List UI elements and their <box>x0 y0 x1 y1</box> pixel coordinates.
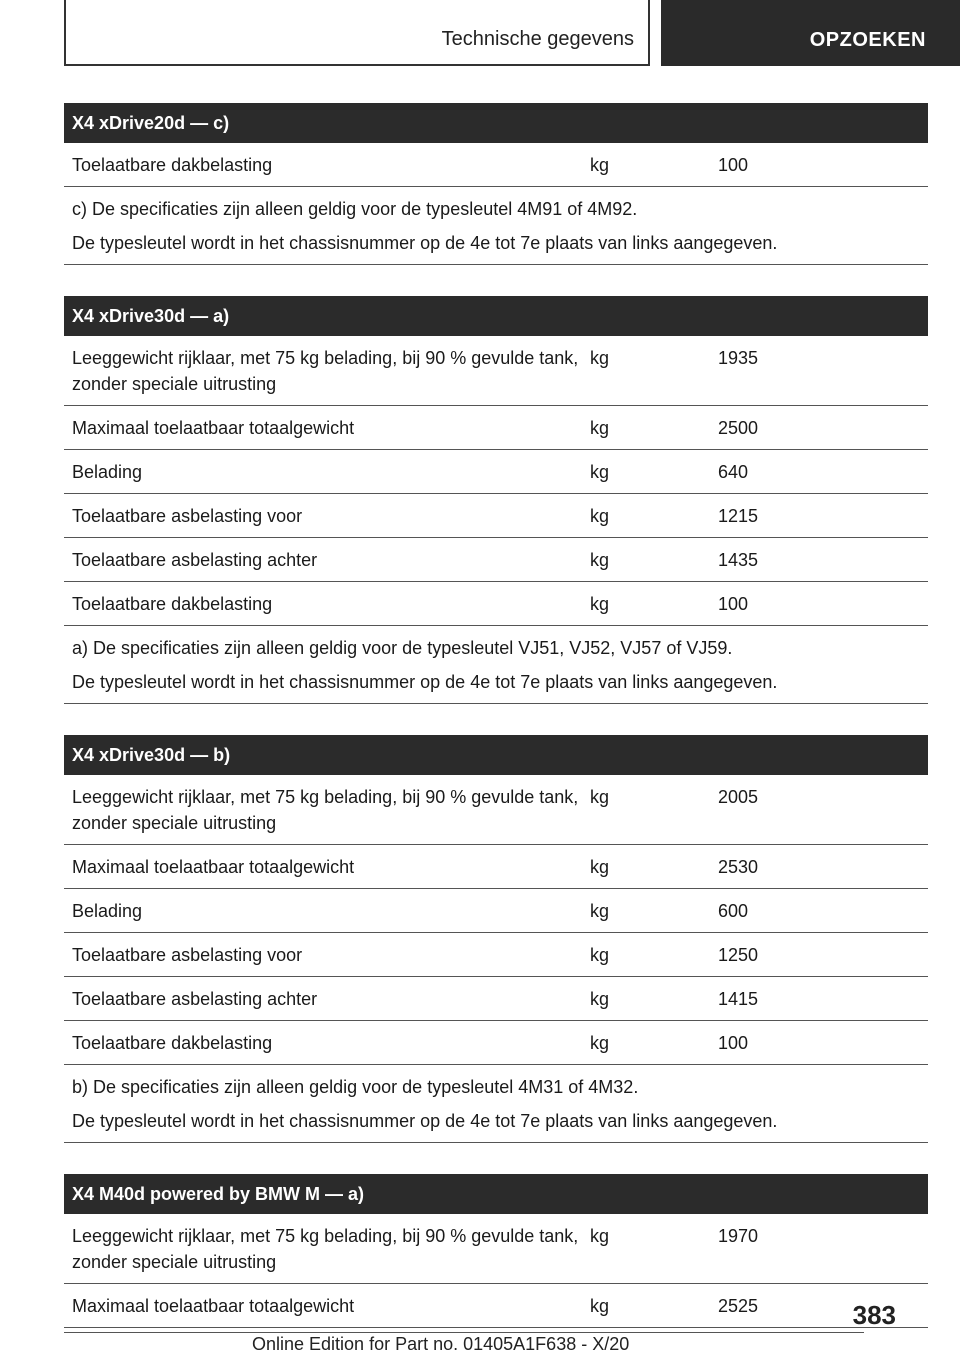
spec-value: 640 <box>718 462 749 482</box>
spec-unit: kg <box>590 787 610 807</box>
footer-divider <box>64 1332 864 1333</box>
spec-value: 100 <box>718 594 749 614</box>
spec-unit: kg <box>590 1033 610 1053</box>
table-row <box>64 143 928 187</box>
spec-unit: kg <box>590 1296 610 1316</box>
spec-label: Toelaatbare asbelasting voor <box>72 506 303 526</box>
table-row <box>64 933 928 977</box>
spec-value: 2530 <box>718 857 759 877</box>
section-tab <box>64 0 650 66</box>
opzoeken-button[interactable] <box>661 0 960 66</box>
section-heading: X4 xDrive20d — c) <box>64 103 928 143</box>
table-row <box>64 582 928 626</box>
spec-unit: kg <box>590 348 610 368</box>
spec-unit: kg <box>590 989 610 1009</box>
spec-label: Toelaatbare dakbelasting <box>72 1033 273 1053</box>
spec-label: Toelaatbare asbelasting voor <box>72 945 303 965</box>
spec-value: 2500 <box>718 418 759 438</box>
spec-unit: kg <box>590 506 610 526</box>
table-row <box>64 775 928 845</box>
spec-value: 1435 <box>718 550 759 570</box>
spec-value: 1215 <box>718 506 759 526</box>
section-heading: X4 xDrive30d — a) <box>64 296 928 336</box>
spec-label: Leeggewicht rijklaar, met 75 kg belading, bij 90 % gevulde tank, zonder speciale uitrusting <box>72 348 579 394</box>
table-row <box>64 494 928 538</box>
spec-value: 1935 <box>718 348 759 368</box>
spec-label: Toelaatbare asbelasting achter <box>72 550 318 570</box>
spec-section <box>64 1174 928 1328</box>
page-number: 383 <box>852 1300 896 1330</box>
spec-label: Toelaatbare dakbelasting <box>72 155 273 175</box>
spec-label: Toelaatbare dakbelasting <box>72 594 273 614</box>
spec-value: 2005 <box>718 787 759 807</box>
spec-value: 1250 <box>718 945 759 965</box>
page-header <box>0 0 960 66</box>
spec-label: Belading <box>72 462 143 482</box>
spec-section <box>64 296 928 704</box>
footnote <box>64 187 928 265</box>
spec-value: 2525 <box>718 1296 759 1316</box>
opzoeken-label: OPZOEKEN <box>809 28 926 51</box>
footnote-line: b) De specificaties zijn alleen geldig voor de typesleutel 4M31 of 4M32. <box>72 1077 639 1097</box>
table-row <box>64 977 928 1021</box>
spec-section <box>64 735 928 1143</box>
spec-label: Belading <box>72 901 143 921</box>
spec-unit: kg <box>590 462 610 482</box>
spec-unit: kg <box>590 418 610 438</box>
spec-label: Leeggewicht rijklaar, met 75 kg belading, bij 90 % gevulde tank, zonder speciale uitrusting <box>72 1226 579 1272</box>
spec-unit: kg <box>590 155 610 175</box>
edition-text: Online Edition for Part no. 01405A1F638 - X/20 <box>252 1334 630 1354</box>
spec-label: Maximaal toelaatbaar totaalgewicht <box>72 418 355 438</box>
table-row <box>64 406 928 450</box>
spec-value: 1970 <box>718 1226 759 1246</box>
spec-unit: kg <box>590 945 610 965</box>
footnote-line: c) De specificaties zijn alleen geldig voor de typesleutel 4M91 of 4M92. <box>72 199 638 219</box>
spec-content <box>64 103 928 1359</box>
table-row <box>64 538 928 582</box>
spec-value: 600 <box>718 901 749 921</box>
footnote-line: De typesleutel wordt in het chassisnummer op de 4e tot 7e plaats van links aangegeven. <box>72 1111 778 1131</box>
spec-unit: kg <box>590 857 610 877</box>
spec-value: 100 <box>718 1033 749 1053</box>
table-row <box>64 1284 928 1328</box>
section-heading: X4 M40d powered by BMW M — a) <box>64 1174 928 1214</box>
spec-value: 100 <box>718 155 749 175</box>
section-heading: X4 xDrive30d — b) <box>64 735 928 775</box>
table-row <box>64 450 928 494</box>
spec-label: Toelaatbare asbelasting achter <box>72 989 318 1009</box>
table-row <box>64 1021 928 1065</box>
spec-label: Maximaal toelaatbaar totaalgewicht <box>72 857 355 877</box>
table-row <box>64 889 928 933</box>
table-row <box>64 336 928 406</box>
footnote-line: De typesleutel wordt in het chassisnummer op de 4e tot 7e plaats van links aangegeven. <box>72 233 778 253</box>
footnote-line: a) De specificaties zijn alleen geldig voor de typesleutel VJ51, VJ52, VJ57 of VJ59. <box>72 638 733 658</box>
spec-unit: kg <box>590 594 610 614</box>
spec-label: Maximaal toelaatbaar totaalgewicht <box>72 1296 355 1316</box>
table-row <box>64 845 928 889</box>
spec-section <box>64 103 928 265</box>
section-title: Technische gegevens <box>441 27 634 50</box>
table-row <box>64 1214 928 1284</box>
footnote-line: De typesleutel wordt in het chassisnummer op de 4e tot 7e plaats van links aangegeven. <box>72 672 778 692</box>
spec-unit: kg <box>590 1226 610 1246</box>
spec-value: 1415 <box>718 989 759 1009</box>
spec-unit: kg <box>590 901 610 921</box>
spec-unit: kg <box>590 550 610 570</box>
spec-label: Leeggewicht rijklaar, met 75 kg belading, bij 90 % gevulde tank, zonder speciale uitrusting <box>72 787 579 833</box>
footnote <box>64 626 928 704</box>
footnote <box>64 1065 928 1143</box>
